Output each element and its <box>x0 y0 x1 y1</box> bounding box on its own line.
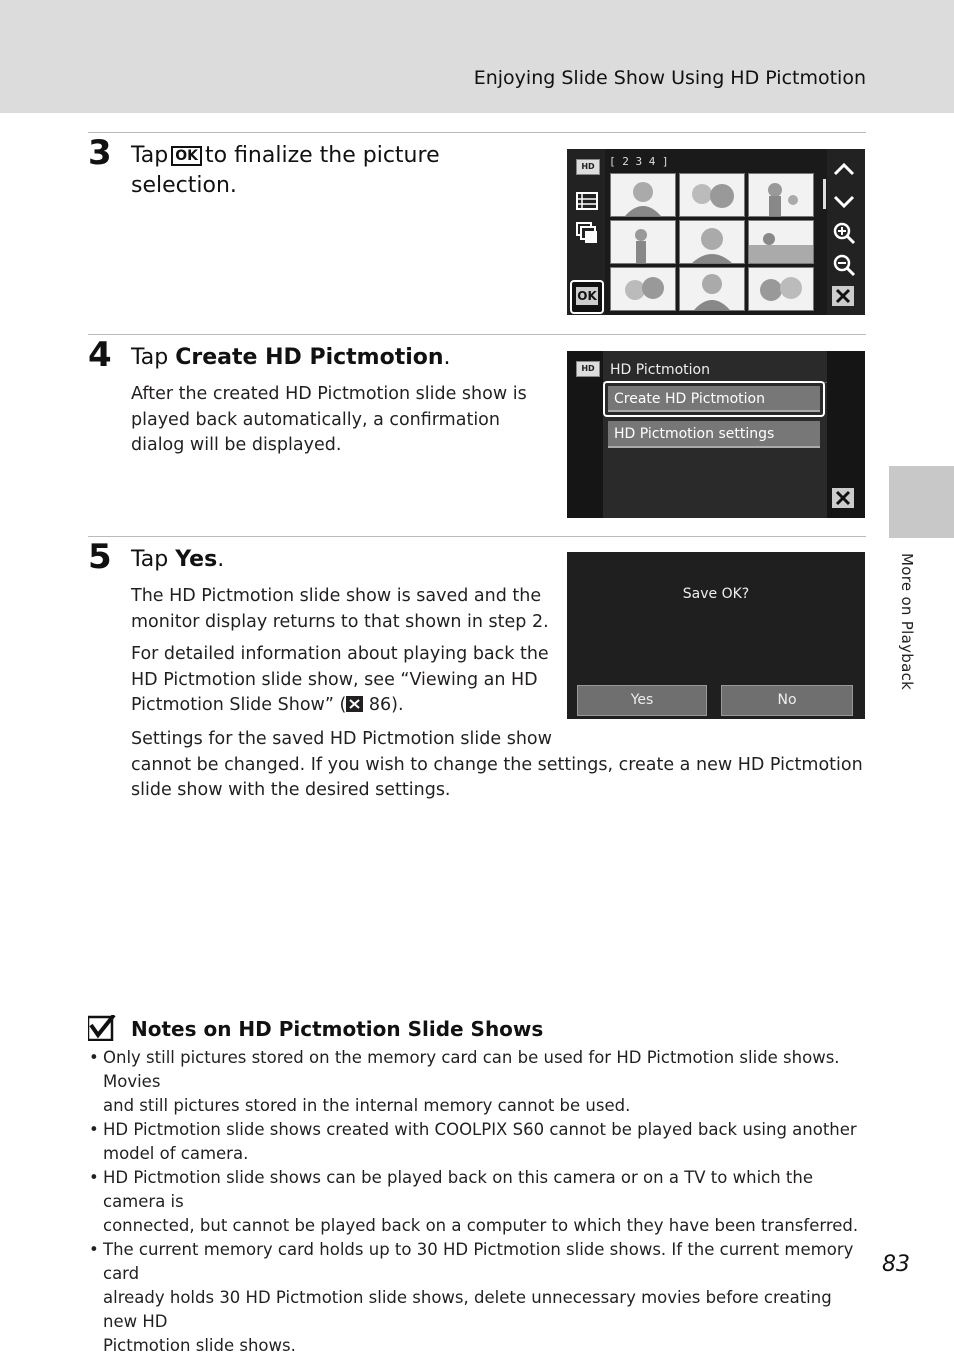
note-item <box>88 1166 868 1238</box>
page-reference-icon <box>346 696 363 712</box>
running-header: Enjoying Slide Show Using HD Pictmotion <box>473 67 866 89</box>
notes-title: Notes on HD Pictmotion Slide Shows <box>131 1017 544 1041</box>
note-line: connected, but cannot be played back on a computer to which they have been transferred. <box>103 1216 859 1235</box>
step5-body-line: HD Pictmotion slide show, see “Viewing an HD <box>131 669 538 690</box>
note-line: already holds 30 HD Pictmotion slide shows, delete unnecessary movies before creating new HD <box>103 1288 832 1331</box>
selection-counter: [ 2 3 4 ] <box>609 155 669 168</box>
step4-screen <box>567 351 865 518</box>
side-tab <box>889 466 954 538</box>
note-line: • Only still pictures stored on the memory card can be used for HD Pictmotion slide shows. Movies <box>103 1048 840 1091</box>
note-line: model of camera. <box>103 1144 249 1163</box>
step5-body-line: Settings for the saved HD Pictmotion slide show <box>131 729 552 749</box>
step5-body-line: For detailed information about playing back the <box>131 644 549 664</box>
thumbnail-8[interactable] <box>679 267 745 311</box>
step5-title-bold: Yes <box>175 547 218 572</box>
step4-title-bold: Create HD Pictmotion <box>175 345 444 370</box>
note-item <box>88 1118 868 1166</box>
step5-para3 <box>131 727 863 804</box>
note-item <box>88 1046 868 1118</box>
step4-title-post: . <box>443 345 451 370</box>
menu-title: HD Pictmotion <box>610 362 710 378</box>
step5-body-line: monitor display returns to that shown in step 2. <box>131 611 549 632</box>
ok-button-label: OK <box>577 289 597 303</box>
notes-list <box>88 1046 868 1358</box>
hd-pictmotion-settings-item[interactable]: HD Pictmotion settings <box>608 421 820 448</box>
close-button[interactable] <box>832 488 854 508</box>
multi-select-icon[interactable] <box>575 221 599 245</box>
close-button[interactable] <box>832 286 854 306</box>
step5-title-pre: Tap <box>131 547 169 572</box>
checkmark-note-icon <box>88 1015 116 1041</box>
thumbnail-4[interactable] <box>610 220 676 264</box>
list-icon[interactable] <box>575 189 599 213</box>
step4-number: 4 <box>88 335 112 375</box>
side-tab-label: More on Playback <box>898 553 916 691</box>
note-item <box>88 1238 868 1358</box>
thumbnail-1[interactable] <box>610 173 676 217</box>
header-band <box>0 0 954 113</box>
step5-title-post: . <box>217 547 225 572</box>
step5-screen <box>567 552 865 719</box>
note-line: • HD Pictmotion slide shows created with COOLPIX S60 cannot be played back using another <box>103 1120 857 1139</box>
page-number: 83 <box>882 1252 910 1277</box>
thumbnail-7[interactable] <box>610 267 676 311</box>
scroll-indicator[interactable] <box>823 179 826 209</box>
scroll-up-icon[interactable] <box>832 158 856 182</box>
hd-icon: HD <box>576 361 600 377</box>
step4-body-line: dialog will be displayed. <box>131 435 342 455</box>
close-icon <box>832 286 854 306</box>
ok-button[interactable] <box>570 280 604 314</box>
thumbnail-3[interactable] <box>748 173 814 217</box>
step5-body-line: slide show with the desired settings. <box>131 780 451 800</box>
close-icon <box>832 488 854 508</box>
step5-divider <box>88 536 866 537</box>
step3-title-pre: Tap <box>131 143 169 168</box>
note-line: Pictmotion slide shows. <box>103 1336 296 1355</box>
step3-title-post: to finalize the picture <box>205 143 440 168</box>
step3-title <box>131 141 440 201</box>
zoom-out-icon[interactable] <box>832 253 856 277</box>
step5-ref-page[interactable]: 86). <box>368 695 404 715</box>
ok-icon: OK <box>171 146 202 166</box>
note-line: • The current memory card holds up to 30 HD Pictmotion slide shows. If the current memory card <box>103 1240 854 1283</box>
step4-title <box>131 343 451 373</box>
step5-number: 5 <box>88 537 112 577</box>
yes-button[interactable]: Yes <box>577 685 707 716</box>
step4-body-line: After the created HD Pictmotion slide show is <box>131 384 527 404</box>
step5-body-line <box>131 693 549 719</box>
no-button[interactable]: No <box>721 685 853 716</box>
step5-para1 <box>131 584 549 635</box>
step5-body-line: The HD Pictmotion slide show is saved and the <box>131 586 542 606</box>
step3-title-line2: selection. <box>131 173 237 198</box>
step3-number: 3 <box>88 133 112 173</box>
hd-icon: HD <box>576 159 600 175</box>
create-hd-pictmotion-item[interactable]: Create HD Pictmotion <box>608 386 820 412</box>
step3-divider <box>88 132 866 133</box>
step5-para2 <box>131 642 549 719</box>
thumbnail-2[interactable] <box>679 173 745 217</box>
step3-screen <box>567 149 865 315</box>
zoom-in-icon[interactable] <box>832 221 856 245</box>
save-ok-prompt: Save OK? <box>682 586 750 602</box>
step5-ref-text: Pictmotion Slide Show” ( <box>131 695 347 715</box>
note-line: • HD Pictmotion slide shows can be played back on this camera or on a TV to which the camera is <box>103 1168 814 1211</box>
step4-title-pre: Tap <box>131 345 169 370</box>
thumbnail-9[interactable] <box>748 267 814 311</box>
scroll-down-icon[interactable] <box>832 189 856 213</box>
step4-divider <box>88 334 866 335</box>
thumbnail-6[interactable] <box>748 220 814 264</box>
step4-body-line: played back automatically, a confirmation <box>131 409 500 430</box>
thumbnail-5[interactable] <box>679 220 745 264</box>
step5-title <box>131 545 224 575</box>
step4-body <box>131 382 527 459</box>
step5-body-line: cannot be changed. If you wish to change the settings, create a new HD Pictmotion <box>131 754 863 775</box>
note-line: and still pictures stored in the internal memory cannot be used. <box>103 1096 631 1115</box>
